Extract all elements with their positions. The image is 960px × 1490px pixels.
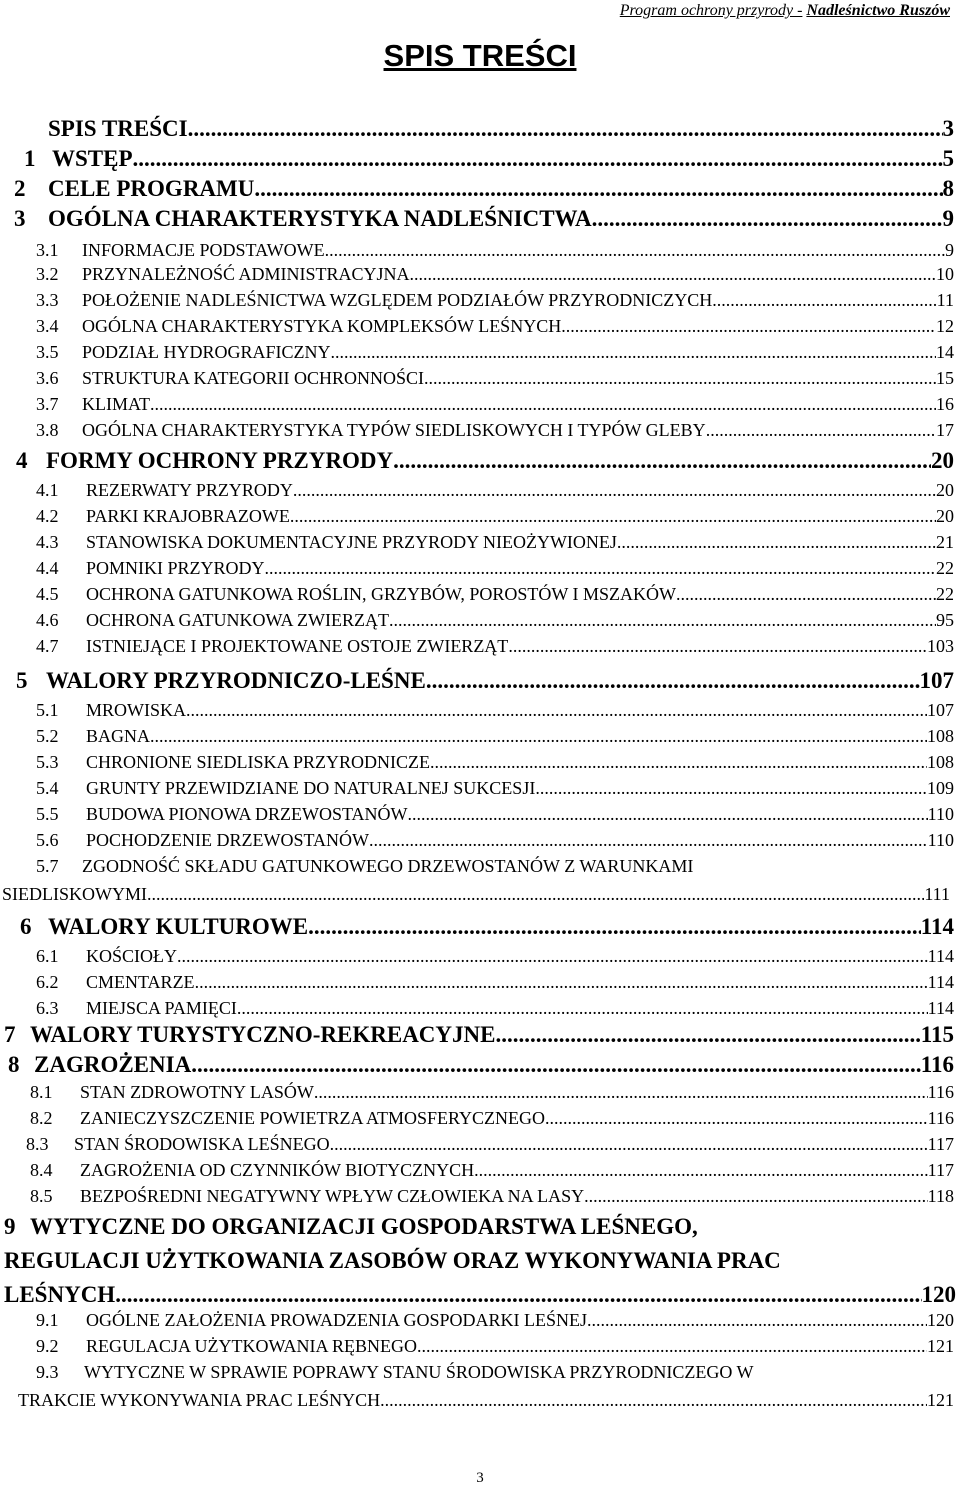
page-title: SPIS TREŚCI	[383, 38, 577, 73]
toc-leader-dots	[389, 610, 936, 631]
toc-leader-dots	[314, 1082, 928, 1103]
toc-leader-dots	[535, 778, 927, 799]
toc-leader-dots	[508, 636, 927, 657]
toc-entry-number: 2	[14, 176, 26, 201]
toc-entry-number: 3.5	[36, 342, 59, 362]
toc-entry-continuation	[18, 1390, 954, 1411]
toc-entry[interactable]	[30, 1082, 954, 1103]
toc-entry[interactable]	[36, 1336, 954, 1357]
toc-entry-label: STAN ZDROWOTNY LASÓW	[80, 1082, 314, 1102]
toc-entry-number: 8.5	[30, 1186, 53, 1206]
toc-entry-label: ZGODNOŚĆ SKŁADU GATUNKOWEGO DRZEWOSTANÓW Z WARUNKAMI	[82, 856, 694, 876]
toc-entry-label: WALORY TURYSTYCZNO-REKREACYJNE	[30, 1022, 496, 1047]
toc-entry-number: 5.4	[36, 778, 59, 798]
toc-entry[interactable]	[36, 700, 954, 721]
toc-entry[interactable]	[14, 206, 954, 232]
toc-entry-label: WYTYCZNE W SPRAWIE POPRAWY STANU ŚRODOWISKA PRZYRODNICZEGO W	[84, 1362, 754, 1382]
toc-entry-label: POMNIKI PRZYRODY	[86, 558, 265, 578]
toc-leader-dots	[133, 146, 943, 172]
toc-entry-label: GRUNTY PRZEWIDZIANE DO NATURALNEJ SUKCESJI	[86, 778, 536, 798]
toc-entry-label: STANOWISKA DOKUMENTACYJNE PRZYRODY NIEOŻYWIONEJ	[86, 532, 617, 552]
toc-entry-page: 121	[927, 1390, 954, 1410]
toc-entry-page: 118	[927, 1186, 954, 1206]
toc-entry-page: 20	[931, 448, 954, 473]
toc-entry-page: 114	[927, 946, 954, 966]
toc-entry[interactable]	[36, 778, 954, 799]
toc-leader-dots	[177, 946, 928, 967]
toc-leader-dots	[617, 532, 936, 553]
toc-entry[interactable]	[36, 316, 954, 337]
toc-entry[interactable]	[36, 752, 954, 773]
toc-entry-number: 6.2	[36, 972, 59, 992]
toc-entry-page: 107	[919, 668, 954, 693]
toc-entry[interactable]	[36, 636, 954, 657]
toc-entry-label: BUDOWA PIONOWA DRZEWOSTANÓW	[86, 804, 408, 824]
toc-entry-number: 6.1	[36, 946, 59, 966]
toc-entry[interactable]	[36, 584, 954, 605]
toc-entry-label: CELE PROGRAMU	[48, 176, 255, 201]
toc-entry-page: 14	[936, 342, 954, 362]
toc-leader-dots	[587, 1310, 927, 1331]
toc-entry-label: CHRONIONE SIEDLISKA PRZYRODNICZE	[86, 752, 431, 772]
toc-entry-number: 5.5	[36, 804, 59, 824]
toc-entry-number: 3.7	[36, 394, 59, 414]
toc-leader-dots	[369, 830, 928, 851]
toc-leader-dots	[417, 1336, 927, 1357]
toc-entry[interactable]	[26, 1134, 954, 1155]
toc-entry[interactable]	[30, 1108, 954, 1129]
toc-leader-dots	[393, 448, 931, 474]
toc-entry-number: 9	[4, 1214, 16, 1239]
toc-leader-dots	[186, 700, 927, 721]
toc-entry-page: 117	[927, 1160, 954, 1180]
toc-entry-page: 10	[936, 264, 954, 284]
toc-entry-number: 5	[16, 668, 28, 693]
toc-entry[interactable]	[14, 176, 954, 202]
toc-entry[interactable]	[36, 368, 954, 389]
toc-entry-label: WALORY PRZYRODNICZO-LEŚNE	[46, 668, 426, 693]
toc-entry-page: 120	[921, 1282, 956, 1307]
toc-entry[interactable]	[36, 1310, 954, 1331]
toc-leader-dots	[254, 176, 942, 202]
page-number: 3	[476, 1470, 484, 1486]
toc-entry[interactable]	[36, 290, 954, 311]
toc-leader-dots	[195, 972, 928, 993]
toc-leader-dots	[308, 914, 921, 940]
toc-entry-number: 8.1	[30, 1082, 53, 1102]
toc-entry-page: 108	[927, 752, 954, 772]
toc-entry[interactable]	[36, 240, 954, 261]
toc-entry-label: REZERWATY PRZYRODY	[86, 480, 293, 500]
toc-entry-label: SPIS TREŚCI	[48, 116, 188, 141]
toc-entry-number: 6.3	[36, 998, 59, 1018]
toc-entry-number: 5.3	[36, 752, 59, 772]
toc-entry-label: MIEJSCA PAMIĘCI	[86, 998, 237, 1018]
toc-leader-dots	[380, 1390, 927, 1411]
toc-entry-number: 3.6	[36, 368, 59, 388]
toc-entry-page: 115	[920, 1022, 954, 1047]
toc-entry[interactable]	[20, 914, 954, 940]
toc-entry-label-continued: TRAKCIE WYKONYWANIA PRAC LEŚNYCH	[18, 1390, 381, 1410]
toc-leader-dots	[325, 240, 945, 261]
toc-leader-dots	[150, 394, 936, 415]
toc-leader-dots	[430, 752, 927, 773]
toc-entry-label: OGÓLNE ZAŁOŻENIA PROWADZENIA GOSPODARKI LEŚNEJ	[86, 1310, 587, 1330]
toc-leader-dots	[265, 558, 936, 579]
toc-entry[interactable]	[36, 830, 954, 851]
toc-entry-continuation: REGULACJI UŻYTKOWANIA ZASOBÓW ORAZ WYKONYWANIA PRAC	[4, 1248, 781, 1273]
toc-entry-number: 6	[20, 914, 32, 939]
toc-leader-dots	[592, 206, 943, 232]
toc-entry-page: 116	[920, 1052, 954, 1077]
toc-entry-number: 7	[4, 1022, 16, 1047]
toc-leader-dots	[584, 1186, 928, 1207]
toc-entry-number: 8.4	[30, 1160, 53, 1180]
toc-entry-label: POCHODZENIE DRZEWOSTANÓW	[86, 830, 370, 850]
toc-entry-page: 120	[927, 1310, 954, 1330]
toc-entry[interactable]	[16, 668, 954, 694]
toc-entry-label: KOŚCIOŁY	[86, 946, 178, 966]
toc-entry-page: 20	[936, 480, 954, 500]
toc-entry-page: 107	[927, 700, 954, 720]
toc-leader-dots	[474, 1160, 928, 1181]
toc-entry[interactable]	[8, 1052, 954, 1078]
toc-entry-number: 4.4	[36, 558, 59, 578]
toc-entry-number: 4.1	[36, 480, 59, 500]
toc-entry-page: 11	[936, 290, 954, 310]
toc-entry-continuation	[2, 884, 950, 905]
toc-entry-label: BAGNA	[86, 726, 151, 746]
header-nadlesnictwo: Nadleśnictwo Ruszów	[806, 2, 950, 19]
toc-entry-page: 22	[936, 584, 954, 604]
toc-entry-number: 3	[14, 206, 26, 231]
toc-entry-number: 4.2	[36, 506, 59, 526]
toc-entry-label: OGÓLNA CHARAKTERYSTYKA NADLEŚNICTWA	[48, 206, 592, 231]
toc-entry-page: 103	[927, 636, 954, 656]
toc-entry-number: 5.1	[36, 700, 59, 720]
toc-entry-label: PODZIAŁ HYDROGRAFICZNY	[82, 342, 331, 362]
toc-entry-page: 114	[927, 998, 954, 1018]
toc-entry-page: 22	[936, 558, 954, 578]
toc-entry-number: 4.5	[36, 584, 59, 604]
toc-entry-number: 3.1	[36, 240, 59, 260]
toc-entry-number: 8.3	[26, 1134, 49, 1154]
toc-leader-dots	[706, 420, 936, 441]
toc-entry-number: 8	[8, 1052, 20, 1077]
toc-leader-dots	[426, 668, 920, 694]
toc-entry-continuation	[4, 1282, 956, 1308]
toc-leader-dots	[545, 1108, 928, 1129]
toc-entry-number: 5.7	[36, 856, 59, 876]
toc-entry-label: REGULACJA UŻYTKOWANIA RĘBNEGO	[86, 1336, 417, 1356]
toc-entry-number: 4.3	[36, 532, 59, 552]
toc-entry-label: ZAGROŻENIA OD CZYNNIKÓW BIOTYCZNYCH	[80, 1160, 475, 1180]
toc-entry-number: 5.6	[36, 830, 59, 850]
toc-entry-number: 4	[16, 448, 28, 473]
toc-entry-label: INFORMACJE PODSTAWOWE	[82, 240, 325, 260]
toc-entry[interactable]	[36, 856, 693, 877]
toc-entry-page: 117	[927, 1134, 954, 1154]
toc-entry-page: 114	[920, 914, 954, 939]
toc-entry[interactable]	[36, 506, 954, 527]
toc-leader-dots	[410, 264, 936, 285]
toc-leader-dots	[331, 342, 936, 363]
toc-entry-page: 95	[936, 610, 954, 630]
toc-entry-page: 110	[927, 830, 954, 850]
toc-entry-label: PARKI KRAJOBRAZOWE	[86, 506, 290, 526]
toc-entry-label: BEZPOŚREDNI NEGATYWNY WPŁYW CZŁOWIEKA NA LASY	[80, 1186, 585, 1206]
toc-entry[interactable]	[36, 726, 954, 747]
toc-leader-dots	[561, 316, 936, 337]
toc-entry-label: ZAGROŻENIA	[34, 1052, 192, 1077]
toc-entry-page: 15	[936, 368, 954, 388]
toc-entry-page: 17	[936, 420, 954, 440]
toc-entry[interactable]	[36, 804, 954, 825]
toc-entry-page: 116	[927, 1108, 954, 1128]
toc-leader-dots	[424, 368, 936, 389]
toc-entry-label: STAN ŚRODOWISKA LEŚNEGO	[74, 1134, 330, 1154]
toc-entry-page: 121	[927, 1336, 954, 1356]
toc-leader-dots	[495, 1022, 920, 1048]
toc-entry[interactable]	[30, 1160, 954, 1181]
toc-entry-number: 3.3	[36, 290, 59, 310]
toc-entry-label: CMENTARZE	[86, 972, 195, 992]
toc-entry-label: KLIMAT	[82, 394, 150, 414]
toc-leader-dots	[676, 584, 936, 605]
toc-entry-page: 9	[945, 240, 954, 260]
toc-entry[interactable]	[36, 558, 954, 579]
toc-leader-dots	[330, 1134, 928, 1155]
toc-entry-page: 109	[927, 778, 954, 798]
toc-entry-label: OGÓLNA CHARAKTERYSTYKA TYPÓW SIEDLISKOWYCH I TYPÓW GLEBY	[82, 420, 706, 440]
toc-entry-page: 114	[927, 972, 954, 992]
header-program: Program ochrony przyrody -	[619, 2, 803, 19]
toc-leader-dots	[712, 290, 936, 311]
toc-entry[interactable]	[30, 1186, 954, 1207]
toc-entry[interactable]	[48, 116, 954, 142]
toc-entry[interactable]	[36, 610, 954, 631]
toc-entry-number: 9.3	[36, 1362, 59, 1382]
toc-entry-number: 3.2	[36, 264, 59, 284]
toc-entry-page: 16	[936, 394, 954, 414]
toc-entry-page: 116	[927, 1082, 954, 1102]
toc-leader-dots	[150, 726, 927, 747]
toc-entry-number: 9.1	[36, 1310, 59, 1330]
toc-entry[interactable]	[36, 946, 954, 967]
toc-entry-label: WSTĘP	[52, 146, 133, 171]
toc-entry-label: FORMY OCHRONY PRZYRODY	[46, 448, 394, 473]
toc-entry-label: PRZYNALEŻNOŚĆ ADMINISTRACYJNA	[82, 264, 410, 284]
toc-entry[interactable]	[36, 342, 954, 363]
toc-entry[interactable]	[4, 1214, 698, 1240]
toc-entry[interactable]	[36, 972, 954, 993]
toc-entry-label: WYTYCZNE DO ORGANIZACJI GOSPODARSTWA LEŚNEGO,	[30, 1214, 698, 1239]
toc-entry-number: 1	[24, 146, 36, 171]
toc-entry-number: 3.4	[36, 316, 59, 336]
toc-entry[interactable]	[36, 998, 954, 1019]
toc-entry-number: 4.7	[36, 636, 59, 656]
toc-entry-page: 8	[942, 176, 954, 201]
toc-entry-label: POŁOŻENIE NADLEŚNICTWA WZGLĘDEM PODZIAŁÓW PRZYRODNICZYCH	[82, 290, 713, 310]
running-header	[620, 2, 950, 20]
toc-entry-page: 110	[927, 804, 954, 824]
toc-entry-page: 5	[942, 146, 954, 171]
toc-leader-dots	[191, 1052, 921, 1078]
toc-leader-dots	[237, 998, 928, 1019]
toc-entry[interactable]	[36, 1362, 754, 1383]
toc-leader-dots	[408, 804, 928, 825]
toc-leader-dots	[115, 1282, 921, 1308]
toc-entry[interactable]	[36, 532, 954, 553]
toc-entry-label: ZANIECZYSZCZENIE POWIETRZA ATMOSFERYCZNEGO	[80, 1108, 545, 1128]
toc-entry-number: 9.2	[36, 1336, 59, 1356]
toc-entry-label: OGÓLNA CHARAKTERYSTYKA KOMPLEKSÓW LEŚNYCH	[82, 316, 562, 336]
toc-entry-label: STRUKTURA KATEGORII OCHRONNOŚCI	[82, 368, 425, 388]
toc-entry-label-continued: SIEDLISKOWYMI	[2, 884, 147, 904]
toc-entry-page: 108	[927, 726, 954, 746]
toc-entry-page: 12	[936, 316, 954, 336]
toc-entry[interactable]	[36, 394, 954, 415]
toc-entry-label: OCHRONA GATUNKOWA ROŚLIN, GRZYBÓW, POROSTÓW I MSZAKÓW	[86, 584, 677, 604]
toc-entry-page: 21	[936, 532, 954, 552]
toc-leader-dots	[290, 506, 936, 527]
toc-entry-label: OCHRONA GATUNKOWA ZWIERZĄT	[86, 610, 389, 630]
toc-entry-label: ISTNIEJĄCE I PROJEKTOWANE OSTOJE ZWIERZĄT	[86, 636, 509, 656]
toc-leader-dots	[147, 884, 924, 905]
toc-entry-label: MROWISKA	[86, 700, 187, 720]
toc-entry[interactable]	[36, 480, 954, 501]
toc-entry[interactable]	[24, 146, 954, 172]
toc-entry-number: 5.2	[36, 726, 59, 746]
toc-leader-dots	[293, 480, 936, 501]
toc-entry-page: 111	[924, 884, 950, 904]
toc-entry[interactable]	[4, 1022, 954, 1048]
toc-entry-label: WALORY KULTUROWE	[48, 914, 309, 939]
toc-leader-dots	[188, 116, 943, 142]
toc-entry-number: 8.2	[30, 1108, 53, 1128]
toc-entry-label-continued: LEŚNYCH	[4, 1282, 116, 1307]
toc-entry[interactable]	[16, 448, 954, 474]
toc-entry-page: 9	[942, 206, 954, 231]
toc-entry-page: 3	[942, 116, 954, 141]
toc-entry-number: 3.8	[36, 420, 59, 440]
toc-entry-number: 4.6	[36, 610, 59, 630]
toc-entry-page: 20	[936, 506, 954, 526]
toc-entry[interactable]	[36, 420, 954, 441]
toc-entry[interactable]	[36, 264, 954, 285]
